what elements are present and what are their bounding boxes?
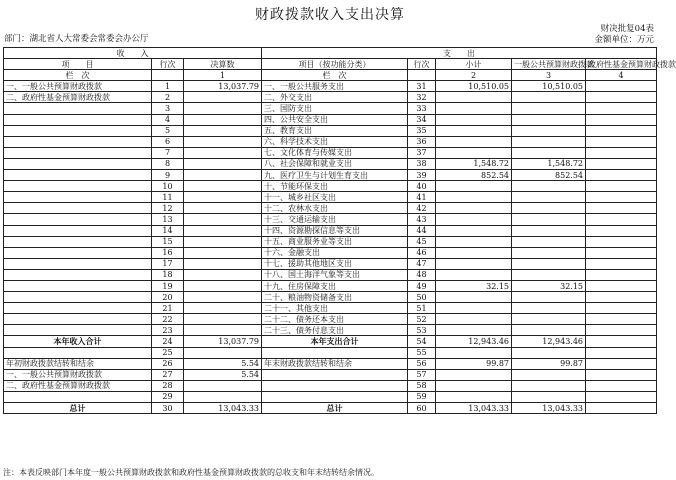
- expense-general: 10,510.05: [512, 81, 586, 92]
- income-row-no: 12: [152, 203, 184, 214]
- table-row: [4, 247, 657, 258]
- index-label-2: 栏 次: [262, 70, 408, 81]
- table-row: [4, 336, 657, 347]
- expense-subtotal: [436, 181, 512, 192]
- expense-item: 十四、资源勘探信息等支出: [262, 225, 408, 236]
- expense-item: 十八、国土海洋气象等支出: [262, 269, 408, 280]
- income-item: [4, 325, 152, 336]
- expense-subtotal: [436, 325, 512, 336]
- income-amount: [184, 158, 262, 169]
- table-row: [4, 292, 657, 303]
- expense-subtotal: 32.15: [436, 280, 512, 291]
- income-row-no: 19: [152, 280, 184, 291]
- expense-subtotal: [436, 214, 512, 225]
- income-section: 收 入: [4, 48, 262, 59]
- expense-subtotal: [436, 347, 512, 358]
- expense-row-no: 53: [408, 325, 436, 336]
- income-item: [4, 181, 152, 192]
- expense-general: 12,943.46: [512, 336, 586, 347]
- index-row: [4, 70, 657, 81]
- table-row: [4, 347, 657, 358]
- income-amount: [184, 147, 262, 158]
- income-row-no: 1: [152, 81, 184, 92]
- page-title: 财政拨款收入支出决算: [255, 7, 405, 23]
- expense-row-no: 46: [408, 247, 436, 258]
- income-amount: [184, 192, 262, 203]
- income-amount: [184, 92, 262, 103]
- expense-fund: [586, 347, 657, 358]
- income-amount: [184, 325, 262, 336]
- expense-row-no: 42: [408, 203, 436, 214]
- expense-row-no: 37: [408, 147, 436, 158]
- income-item: 本年收入合计: [4, 336, 152, 347]
- index-num: 2: [436, 70, 512, 81]
- income-amount: [184, 314, 262, 325]
- expense-item: 二十三、债务付息支出: [262, 325, 408, 336]
- income-row-no: 29: [152, 391, 184, 402]
- expense-subtotal: [436, 303, 512, 314]
- expense-fund: [586, 403, 657, 414]
- expense-item: 十二、农林水支出: [262, 203, 408, 214]
- expense-row-no: 49: [408, 280, 436, 291]
- expense-general: [512, 192, 586, 203]
- expense-row-no: 33: [408, 103, 436, 114]
- income-row-no: 14: [152, 225, 184, 236]
- expense-subtotal: 10,510.05: [436, 81, 512, 92]
- expense-item: 十、节能环保支出: [262, 181, 408, 192]
- income-amount: [184, 203, 262, 214]
- expense-subtotal: [436, 247, 512, 258]
- income-item: [4, 236, 152, 247]
- expense-subtotal: [436, 391, 512, 402]
- income-amount: 13,037.79: [184, 81, 262, 92]
- form-meta: [594, 24, 654, 46]
- expense-row-no: 56: [408, 358, 436, 369]
- expense-item: 二十、粮油物资储备支出: [262, 292, 408, 303]
- expense-general: [512, 314, 586, 325]
- table-row: [4, 391, 657, 402]
- expense-fund: [586, 380, 657, 391]
- expense-general: [512, 292, 586, 303]
- header-general-budget: 一般公共预算财政拨款: [512, 59, 586, 70]
- expense-general: [512, 258, 586, 269]
- income-item: [4, 258, 152, 269]
- section-header-row: [4, 48, 657, 59]
- income-item: [4, 225, 152, 236]
- expense-subtotal: [436, 292, 512, 303]
- expense-subtotal: 13,043.33: [436, 403, 512, 414]
- income-amount: [184, 303, 262, 314]
- income-amount: 13,043.33: [184, 403, 262, 414]
- expense-fund: [586, 225, 657, 236]
- expense-fund: [586, 203, 657, 214]
- expense-item: 一、一般公共服务支出: [262, 81, 408, 92]
- income-amount: [184, 280, 262, 291]
- income-row-no: 24: [152, 336, 184, 347]
- index-cell: [408, 70, 436, 81]
- expense-subtotal: [436, 147, 512, 158]
- expense-item: 十三、交通运输支出: [262, 214, 408, 225]
- income-row-no: 8: [152, 158, 184, 169]
- header-row-no-2: 行次: [408, 59, 436, 70]
- income-item: 一、一般公共预算财政拨款: [4, 369, 152, 380]
- expense-general: [512, 214, 586, 225]
- table-row: [4, 192, 657, 203]
- income-amount: [184, 170, 262, 181]
- income-amount: [184, 236, 262, 247]
- expense-fund: [586, 136, 657, 147]
- expense-item: [262, 391, 408, 402]
- footnote: 注：本表反映部门本年度一般公共预算财政拨款和政府性基金预算财政拨款的总收支和年末结转结余情况。: [3, 468, 379, 477]
- table-row: [4, 103, 657, 114]
- income-item: [4, 114, 152, 125]
- expense-item: 十七、援助其他地区支出: [262, 258, 408, 269]
- expense-fund: [586, 147, 657, 158]
- expense-subtotal: [436, 369, 512, 380]
- expense-row-no: 47: [408, 258, 436, 269]
- income-item: [4, 103, 152, 114]
- header-fund-budget: 政府性基金预算财政拨款: [586, 59, 657, 70]
- income-amount: [184, 225, 262, 236]
- income-amount: [184, 258, 262, 269]
- expense-subtotal: [436, 269, 512, 280]
- expense-general: [512, 136, 586, 147]
- expense-item: 二、外交支出: [262, 92, 408, 103]
- expense-fund: [586, 92, 657, 103]
- expense-item: 十九、住房保障支出: [262, 280, 408, 291]
- expense-subtotal: 1,548.72: [436, 158, 512, 169]
- income-row-no: 22: [152, 314, 184, 325]
- income-item: 一、一般公共预算财政拨款: [4, 81, 152, 92]
- expense-item: 三、国防支出: [262, 103, 408, 114]
- expense-row-no: 39: [408, 170, 436, 181]
- table-row: [4, 158, 657, 169]
- income-item: [4, 280, 152, 291]
- income-item: [4, 247, 152, 258]
- income-item: [4, 170, 152, 181]
- expense-item: 七、文化体育与传媒支出: [262, 147, 408, 158]
- expense-general: 13,043.33: [512, 403, 586, 414]
- income-row-no: 5: [152, 125, 184, 136]
- table-row: [4, 125, 657, 136]
- expense-fund: [586, 292, 657, 303]
- table-row: [4, 258, 657, 269]
- income-row-no: 2: [152, 92, 184, 103]
- expense-row-no: 59: [408, 391, 436, 402]
- expense-item: 九、医疗卫生与计划生育支出: [262, 170, 408, 181]
- header-subtotal: 小计: [436, 59, 512, 70]
- expense-general: [512, 147, 586, 158]
- budget-table: [3, 47, 676, 414]
- expense-row-no: 52: [408, 314, 436, 325]
- expense-fund: [586, 170, 657, 181]
- table-row: [4, 358, 657, 369]
- expense-row-no: 38: [408, 158, 436, 169]
- expense-row-no: 43: [408, 214, 436, 225]
- income-row-no: 10: [152, 181, 184, 192]
- income-item: [4, 391, 152, 402]
- income-row-no: 23: [152, 325, 184, 336]
- expense-general: 852.54: [512, 170, 586, 181]
- income-amount: [184, 269, 262, 280]
- expense-item: 二十一、其他支出: [262, 303, 408, 314]
- expense-fund: [586, 247, 657, 258]
- expense-item: [262, 347, 408, 358]
- income-row-no: 7: [152, 147, 184, 158]
- table-row: [4, 214, 657, 225]
- table-row: [4, 225, 657, 236]
- income-item: [4, 147, 152, 158]
- header-row-no: 行次: [152, 59, 184, 70]
- header-item: 项 目: [4, 59, 152, 70]
- table-row: [4, 81, 657, 92]
- income-item: [4, 136, 152, 147]
- expense-general: [512, 203, 586, 214]
- income-row-no: 3: [152, 103, 184, 114]
- expense-subtotal: [436, 192, 512, 203]
- expense-subtotal: [436, 125, 512, 136]
- expense-general: [512, 114, 586, 125]
- expense-general: [512, 303, 586, 314]
- expense-fund: [586, 280, 657, 291]
- income-item: [4, 347, 152, 358]
- index-label: 栏 次: [4, 70, 152, 81]
- expense-subtotal: [436, 92, 512, 103]
- expense-row-no: 48: [408, 269, 436, 280]
- table-row: [4, 92, 657, 103]
- expense-fund: [586, 314, 657, 325]
- expense-row-no: 57: [408, 369, 436, 380]
- table-row: [4, 369, 657, 380]
- expense-general: [512, 269, 586, 280]
- expense-subtotal: [436, 103, 512, 114]
- table-row: [4, 147, 657, 158]
- index-num: 3: [512, 70, 586, 81]
- expense-row-no: 45: [408, 236, 436, 247]
- expense-row-no: 31: [408, 81, 436, 92]
- expense-fund: [586, 391, 657, 402]
- income-row-no: 11: [152, 192, 184, 203]
- expense-row-no: 58: [408, 380, 436, 391]
- income-amount: 5.54: [184, 358, 262, 369]
- expense-fund: [586, 258, 657, 269]
- income-amount: [184, 103, 262, 114]
- income-amount: [184, 214, 262, 225]
- income-amount: [184, 181, 262, 192]
- income-item: [4, 314, 152, 325]
- expense-general: [512, 325, 586, 336]
- expense-subtotal: [436, 114, 512, 125]
- expense-subtotal: 99.87: [436, 358, 512, 369]
- expense-row-no: 50: [408, 292, 436, 303]
- expense-general: [512, 103, 586, 114]
- income-item: 总计: [4, 403, 152, 414]
- header-func-item: 项目（按功能分类）: [262, 59, 408, 70]
- table-row: [4, 203, 657, 214]
- income-amount: [184, 347, 262, 358]
- expense-general: [512, 92, 586, 103]
- expense-item: [262, 369, 408, 380]
- index-num: 1: [184, 70, 262, 81]
- expense-row-no: 41: [408, 192, 436, 203]
- expense-subtotal: 852.54: [436, 170, 512, 181]
- expense-subtotal: [436, 314, 512, 325]
- expense-fund: [586, 336, 657, 347]
- expense-fund: [586, 358, 657, 369]
- income-row-no: 9: [152, 170, 184, 181]
- income-item: [4, 292, 152, 303]
- income-amount: 5.54: [184, 369, 262, 380]
- expense-fund: [586, 158, 657, 169]
- expense-row-no: 35: [408, 125, 436, 136]
- expense-general: [512, 125, 586, 136]
- income-item: 二、政府性基金预算财政拨款: [4, 380, 152, 391]
- expense-item: 四、公共安全支出: [262, 114, 408, 125]
- income-item: [4, 269, 152, 280]
- income-amount: [184, 391, 262, 402]
- expense-item: 本年支出合计: [262, 336, 408, 347]
- expense-general: [512, 236, 586, 247]
- income-row-no: 15: [152, 236, 184, 247]
- expense-row-no: 51: [408, 303, 436, 314]
- expense-subtotal: [436, 136, 512, 147]
- expense-fund: [586, 325, 657, 336]
- expense-subtotal: 12,943.46: [436, 336, 512, 347]
- expense-general: [512, 369, 586, 380]
- table-row: [4, 303, 657, 314]
- income-row-no: 21: [152, 303, 184, 314]
- table-row: [4, 403, 657, 414]
- income-item: [4, 214, 152, 225]
- expense-subtotal: [436, 258, 512, 269]
- expense-general: 32.15: [512, 280, 586, 291]
- expense-item: 十五、商业服务业等支出: [262, 236, 408, 247]
- income-row-no: 17: [152, 258, 184, 269]
- income-row-no: 6: [152, 136, 184, 147]
- expense-general: [512, 391, 586, 402]
- expense-item: 总计: [262, 403, 408, 414]
- expense-item: 六、科学技术支出: [262, 136, 408, 147]
- expense-fund: [586, 303, 657, 314]
- income-item: 年初财政拨款结转和结余: [4, 358, 152, 369]
- expense-subtotal: [436, 203, 512, 214]
- income-amount: 13,037.79: [184, 336, 262, 347]
- income-item: 二、政府性基金预算财政拨款: [4, 92, 152, 103]
- expense-fund: [586, 81, 657, 92]
- form-id: 财决批复04表: [600, 24, 654, 34]
- expense-row-no: 40: [408, 181, 436, 192]
- table-row: [4, 269, 657, 280]
- table-row: [4, 136, 657, 147]
- income-item: [4, 203, 152, 214]
- expense-item: [262, 380, 408, 391]
- income-row-no: 4: [152, 114, 184, 125]
- table-row: [4, 236, 657, 247]
- unit-label: 金额单位：万元: [594, 35, 654, 45]
- income-item: [4, 192, 152, 203]
- expense-general: [512, 181, 586, 192]
- expense-subtotal: [436, 236, 512, 247]
- expense-row-no: 32: [408, 92, 436, 103]
- expense-fund: [586, 269, 657, 280]
- income-row-no: 18: [152, 269, 184, 280]
- table-row: [4, 280, 657, 291]
- expense-row-no: 44: [408, 225, 436, 236]
- expense-row-no: 36: [408, 136, 436, 147]
- income-row-no: 30: [152, 403, 184, 414]
- income-item: [4, 303, 152, 314]
- table-row: [4, 181, 657, 192]
- expense-item: 五、教育支出: [262, 125, 408, 136]
- expense-general: 99.87: [512, 358, 586, 369]
- expense-row-no: 54: [408, 336, 436, 347]
- expense-fund: [586, 369, 657, 380]
- expense-row-no: 55: [408, 347, 436, 358]
- expense-item: 十六、金融支出: [262, 247, 408, 258]
- expense-general: [512, 247, 586, 258]
- income-amount: [184, 292, 262, 303]
- index-cell: [152, 70, 184, 81]
- expense-general: [512, 347, 586, 358]
- income-item: [4, 125, 152, 136]
- table-row: [4, 325, 657, 336]
- income-row-no: 13: [152, 214, 184, 225]
- department-label: 部门：湖北省人大常委会常委会办公厅: [4, 34, 149, 44]
- expense-fund: [586, 236, 657, 247]
- expense-item: 十一、城乡社区支出: [262, 192, 408, 203]
- expense-fund: [586, 214, 657, 225]
- header-final-amount: 决算数: [184, 59, 262, 70]
- expense-general: [512, 225, 586, 236]
- index-num: 4: [586, 70, 657, 81]
- income-row-no: 28: [152, 380, 184, 391]
- table-row: [4, 114, 657, 125]
- expense-item: 二十二、债务还本支出: [262, 314, 408, 325]
- income-row-no: 16: [152, 247, 184, 258]
- income-item: [4, 158, 152, 169]
- expense-section: 支 出: [262, 48, 657, 59]
- expense-item: 年末财政拨款结转和结余: [262, 358, 408, 369]
- expense-fund: [586, 192, 657, 203]
- income-amount: [184, 380, 262, 391]
- table-row: [4, 314, 657, 325]
- expense-subtotal: [436, 380, 512, 391]
- expense-fund: [586, 181, 657, 192]
- income-row-no: 26: [152, 358, 184, 369]
- column-header-row: [4, 59, 657, 70]
- income-amount: [184, 125, 262, 136]
- expense-fund: [586, 103, 657, 114]
- expense-general: [512, 380, 586, 391]
- table-row: [4, 170, 657, 181]
- income-amount: [184, 247, 262, 258]
- income-row-no: 20: [152, 292, 184, 303]
- income-row-no: 27: [152, 369, 184, 380]
- expense-row-no: 34: [408, 114, 436, 125]
- expense-fund: [586, 114, 657, 125]
- expense-item: 八、社会保障和就业支出: [262, 158, 408, 169]
- expense-subtotal: [436, 225, 512, 236]
- income-amount: [184, 114, 262, 125]
- income-row-no: 25: [152, 347, 184, 358]
- table-row: [4, 380, 657, 391]
- expense-fund: [586, 125, 657, 136]
- expense-general: 1,548.72: [512, 158, 586, 169]
- income-amount: [184, 136, 262, 147]
- expense-row-no: 60: [408, 403, 436, 414]
